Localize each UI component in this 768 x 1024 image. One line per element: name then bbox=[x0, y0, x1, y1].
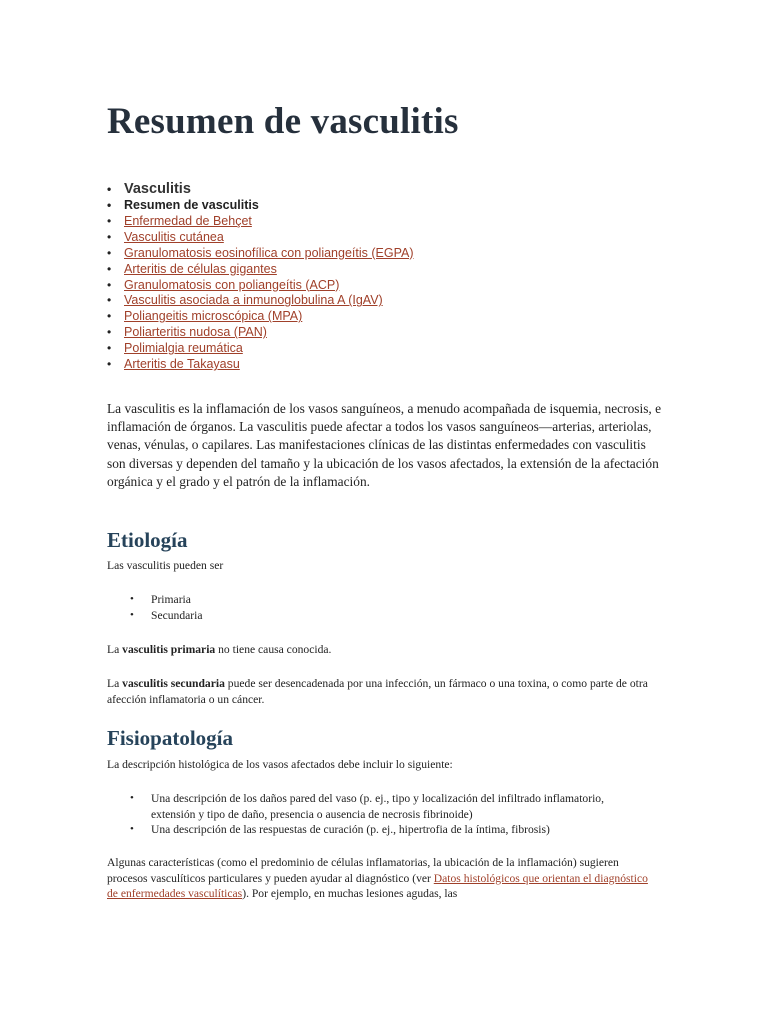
nav-item bbox=[107, 278, 414, 294]
histologia-link[interactable]: Datos histológicos que orientan el diagnóstico de enfermedades vasculíticas bbox=[107, 871, 648, 900]
nav-link-igav[interactable]: Vasculitis asociada a inmunoglobulina A (IgAV) bbox=[124, 293, 383, 308]
intro-paragraph: La vasculitis es la inflamación de los vasos sanguíneos, a menudo acompañada de isquemia, necrosis, e inflamación de órganos. La vasculitis puede afectar a todos los vasos sanguíneos—arterias, arteriolas, venas, vénulas, o capilares. Las manifestaciones clínicas de las distintas enfermedades con vasculitis son diversas y dependen del tamaño y la ubicación de los vasos afectados, la extensión de la afectación orgánica y el grado y el patrón de la inflamación. bbox=[107, 401, 662, 489]
fisiopatologia-list bbox=[130, 791, 610, 838]
etiologia-lead: Las vasculitis pueden ser bbox=[107, 559, 224, 572]
page-title: Resumen de vasculitis bbox=[107, 101, 459, 142]
nav-link-vasculitis-cutanea[interactable]: Vasculitis cutánea bbox=[124, 229, 224, 244]
nav-item bbox=[107, 262, 414, 278]
nav-link-pan[interactable]: Poliarteritis nudosa (PAN) bbox=[124, 325, 267, 340]
primaria-term: vasculitis primaria bbox=[122, 643, 216, 656]
nav-item bbox=[107, 309, 414, 325]
primaria-prefix: La bbox=[107, 643, 123, 656]
nav-item bbox=[107, 246, 414, 262]
nav-link-acp[interactable]: Granulomatosis con poliangeítis (ACP) bbox=[124, 277, 340, 292]
nav-item bbox=[107, 325, 414, 341]
section-heading-fisiopatologia: Fisiopatología bbox=[107, 726, 234, 750]
nav-heading: • Vasculitis bbox=[107, 180, 414, 198]
secundaria-paragraph bbox=[107, 676, 667, 707]
list-item: • Primaria bbox=[130, 592, 203, 608]
nav-item bbox=[107, 214, 414, 230]
primaria-text: no tiene causa conocida. bbox=[215, 643, 332, 656]
fisiopatologia-lead: La descripción histológica de los vasos afectados debe incluir lo siguiente: bbox=[107, 758, 453, 771]
nav-item bbox=[107, 293, 414, 309]
secundaria-prefix: La bbox=[107, 677, 123, 690]
list-item: • Secundaria bbox=[130, 608, 203, 624]
secundaria-text: puede ser desencadenada por una infección, un fármaco o una toxina, o como parte de otra afección inflamatoria o un cáncer. bbox=[107, 677, 648, 706]
paragraph-text: ). Por ejemplo, en muchas lesiones agudas, las bbox=[242, 887, 458, 900]
nav-link-arteritis-celulas-gigantes[interactable]: Arteritis de células gigantes bbox=[124, 261, 277, 276]
nav-item bbox=[107, 341, 414, 357]
nav-link-egpa[interactable]: Granulomatosis eosinofílica con poliangeítis (EGPA) bbox=[124, 245, 414, 260]
nav-link-behcet[interactable]: Enfermedad de Behçet bbox=[124, 213, 252, 228]
nav-item bbox=[107, 230, 414, 246]
list-item: • Una descripción de las respuestas de curación (p. ej., hipertrofia de la íntima, fibrosis) bbox=[130, 822, 610, 838]
etiologia-list bbox=[130, 592, 203, 623]
nav-link-mpa[interactable]: Poliangeitis microscópica (MPA) bbox=[124, 309, 303, 324]
nav-item bbox=[107, 357, 414, 373]
list-item: • Una descripción de los daños pared del vaso (p. ej., tipo y localización del infiltrado inflamatorio, extensión y tipo de daño, presencia o ausencia de necrosis fibrinoide) bbox=[130, 791, 610, 822]
section-heading-etiologia: Etiología bbox=[107, 528, 188, 552]
paragraph-text: Algunas características (como el predominio de células inflamatorias, la ubicación de la inflamación) sugieren procesos vasculíticos particulares y pueden ayudar al diagnóstico (ver bbox=[107, 856, 619, 885]
nav-link-takayasu[interactable]: Arteritis de Takayasu bbox=[124, 357, 240, 372]
topic-navigation bbox=[107, 180, 414, 373]
nav-item-current: • Resumen de vasculitis bbox=[107, 198, 414, 214]
nav-link-polimialgia[interactable]: Polimialgia reumática bbox=[124, 341, 243, 356]
fisiopatologia-paragraph bbox=[107, 855, 659, 902]
primaria-paragraph bbox=[107, 642, 667, 658]
secundaria-term: vasculitis secundaria bbox=[122, 677, 225, 690]
